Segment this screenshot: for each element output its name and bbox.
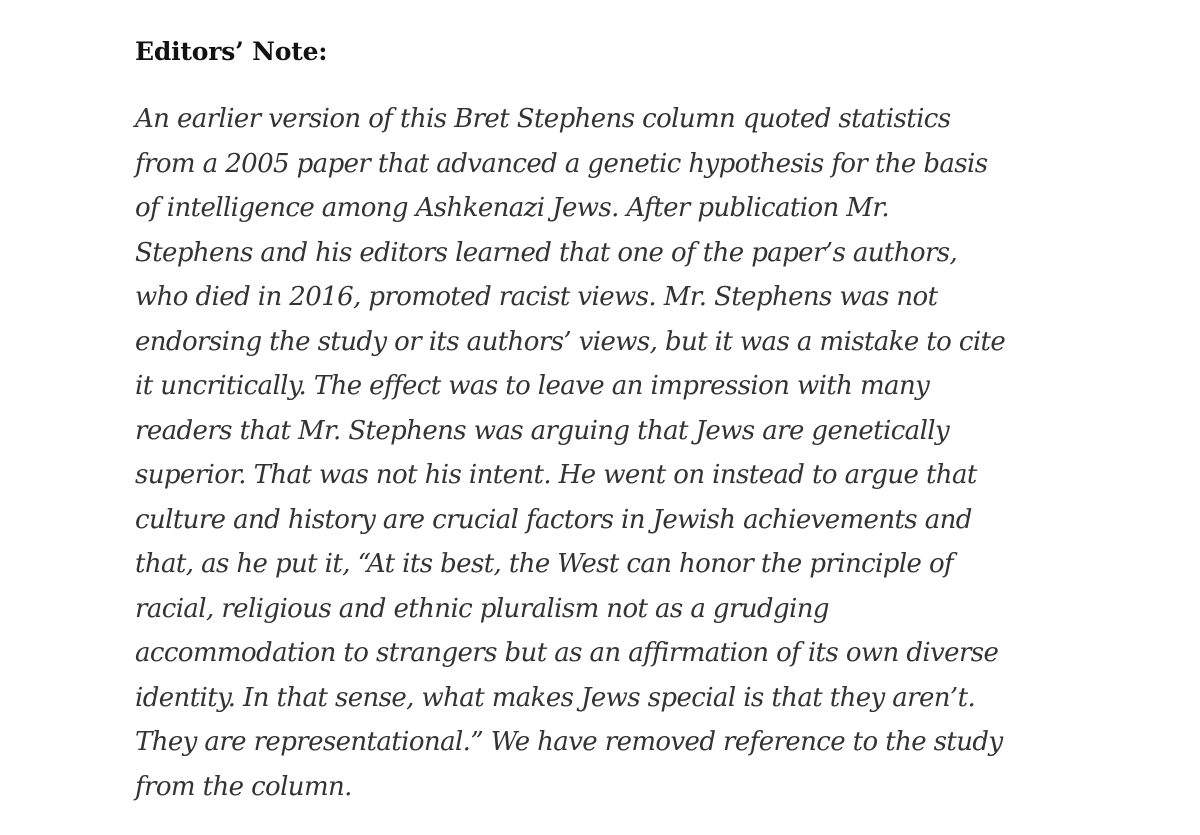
body-line: it uncritically. The effect was to leave an impression with many: [135, 371, 930, 401]
body-line: that, as he put it, “At its best, the West can honor the principle of: [135, 549, 954, 579]
editors-note-body: [135, 97, 1035, 809]
body-line: culture and history are crucial factors in Jewish achievements and: [135, 504, 972, 535]
body-line: readers that Mr. Stephens was arguing that Jews are genetically: [135, 415, 950, 446]
body-line: racial, religious and ethnic pluralism not as a grudging: [135, 593, 829, 624]
body-line: from a 2005 paper that advanced a genetic hypothesis for the basis: [135, 148, 988, 179]
body-line: They are representational.” We have removed reference to the study: [135, 727, 1003, 757]
editors-note: [135, 30, 1035, 809]
body-line: of intelligence among Ashkenazi Jews. After publication Mr.: [135, 193, 889, 223]
body-line: identity. In that sense, what makes Jews special is that they aren’t.: [135, 682, 976, 713]
body-line: An earlier version of this Bret Stephens column quoted statistics: [135, 104, 951, 134]
body-line: accommodation to strangers but as an affirmation of its own diverse: [135, 638, 999, 668]
editors-note-heading: Editors’ Note:: [135, 37, 328, 66]
body-line: from the column.: [135, 771, 352, 802]
body-line: Stephens and his editors learned that one of the paper’s authors,: [135, 237, 958, 268]
body-line: superior. That was not his intent. He went on instead to argue that: [135, 460, 977, 490]
body-line: who died in 2016, promoted racist views. Mr. Stephens was not: [135, 282, 938, 312]
body-line: endorsing the study or its authors’ views, but it was a mistake to cite: [135, 326, 1006, 357]
